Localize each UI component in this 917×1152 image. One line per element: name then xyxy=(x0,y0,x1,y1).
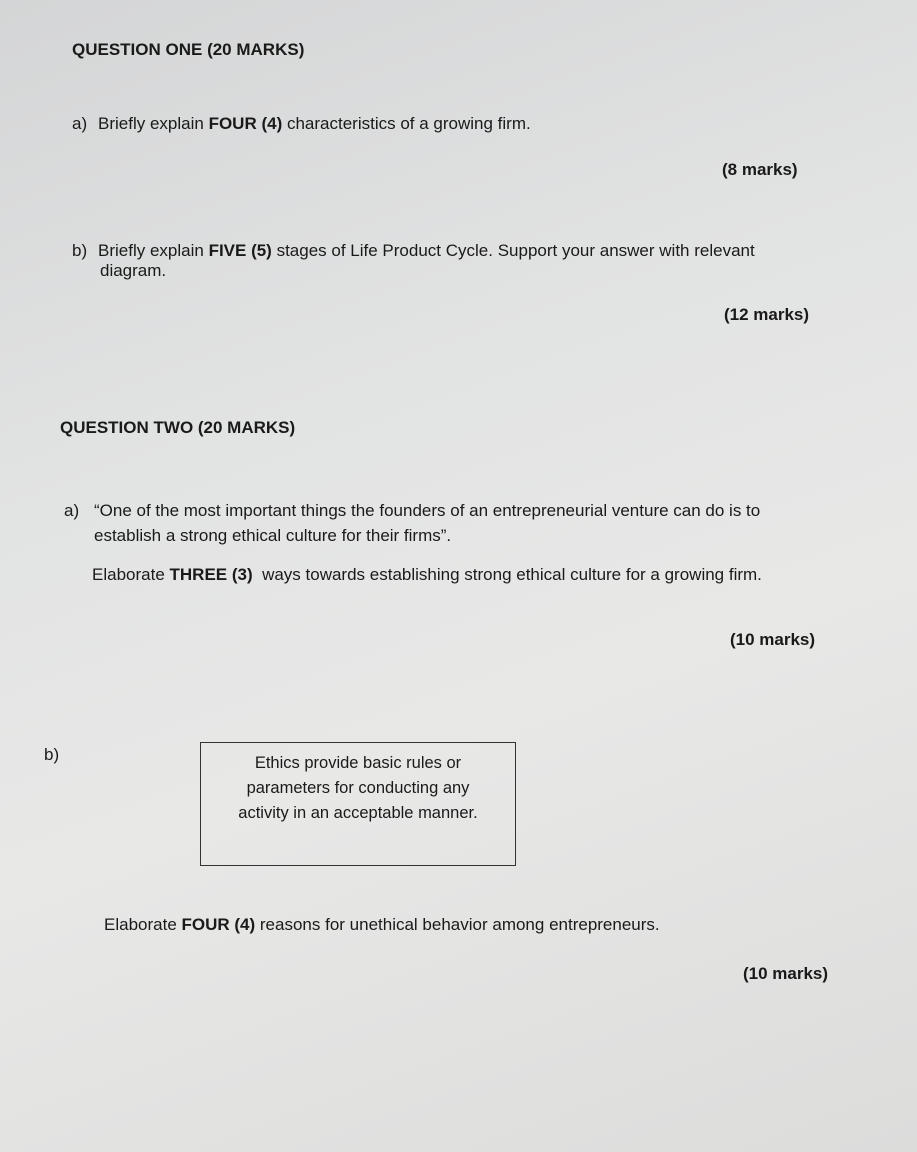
ethics-definition-box xyxy=(200,742,516,866)
text: Briefly explain xyxy=(98,241,209,260)
q2b-text xyxy=(104,915,660,935)
q1a-text xyxy=(98,114,531,134)
q2a-marks: (10 marks) xyxy=(730,630,816,649)
q1b-text xyxy=(98,241,755,261)
q1b-text-line2: diagram. xyxy=(100,261,167,280)
text: Briefly explain xyxy=(98,114,209,133)
q2b-marks: (10 marks) xyxy=(743,964,829,983)
emphasis: FOUR (4) xyxy=(181,915,256,934)
emphasis: FIVE (5) xyxy=(208,241,272,260)
text: Elaborate xyxy=(92,565,170,584)
box-line: parameters for conducting any xyxy=(246,779,470,797)
emphasis: FOUR (4) xyxy=(208,114,283,133)
q1b-marks: (12 marks) xyxy=(724,305,810,324)
emphasis: THREE (3) xyxy=(169,565,253,584)
text: ways towards establishing strong ethical culture for a growing firm. xyxy=(252,565,762,584)
q1b-label: b) xyxy=(72,241,88,260)
text: stages of Life Product Cycle. Support your answer with relevant xyxy=(271,241,755,260)
question-two-heading: QUESTION TWO (20 MARKS) xyxy=(60,418,296,437)
q2a-quote-line1: “One of the most important things the founders of an entrepreneurial venture can do is to xyxy=(94,501,761,520)
question-one-heading: QUESTION ONE (20 MARKS) xyxy=(72,40,305,59)
text: characteristics of a growing firm. xyxy=(282,114,531,133)
box-line: activity in an acceptable manner. xyxy=(238,804,478,822)
text: Elaborate xyxy=(104,915,182,934)
q1a-marks: (8 marks) xyxy=(722,160,798,179)
q2a-quote-line2: establish a strong ethical culture for their firms”. xyxy=(94,526,452,545)
text: reasons for unethical behavior among entrepreneurs. xyxy=(255,915,660,934)
box-line: Ethics provide basic rules or xyxy=(254,754,462,772)
q2a-label: a) xyxy=(64,501,80,520)
q2b-label: b) xyxy=(44,745,60,764)
q1a-label: a) xyxy=(72,114,88,133)
q2a-text xyxy=(92,565,762,585)
